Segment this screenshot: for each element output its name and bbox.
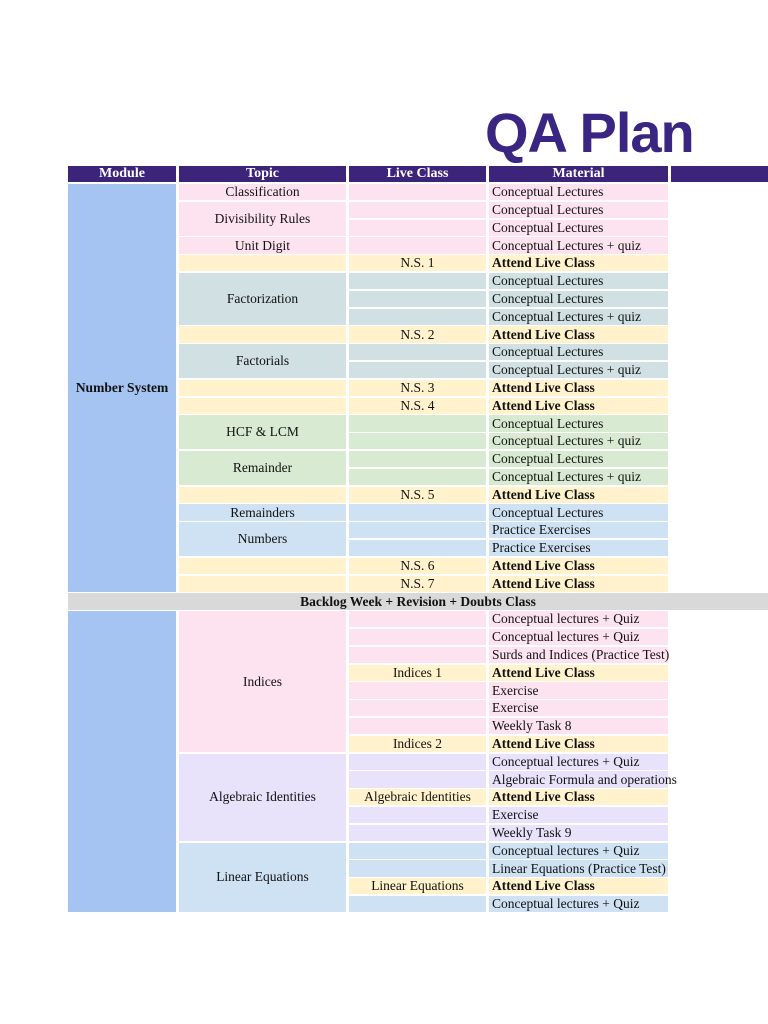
material-cell: Attend Live Class (489, 398, 668, 414)
live-class-cell (349, 451, 486, 467)
live-class-cell: N.S. 3 (349, 380, 486, 396)
material-cell: Exercise (489, 700, 668, 716)
material-cell: Attend Live Class (489, 576, 668, 592)
header-topic: Topic (179, 166, 346, 182)
topic-cell (179, 255, 346, 271)
material-cell: Weekly Task 9 (489, 825, 668, 841)
material-cell: Attend Live Class (489, 326, 668, 342)
topic-cell (179, 487, 346, 503)
live-class-cell (349, 647, 486, 663)
live-class-cell: N.S. 2 (349, 326, 486, 342)
live-class-cell (349, 469, 486, 485)
material-cell: Exercise (489, 807, 668, 823)
material-cell: Conceptual Lectures + quiz (489, 237, 668, 253)
topic-cell (179, 558, 346, 574)
material-cell: Attend Live Class (489, 665, 668, 681)
topic-cell: Unit Digit (179, 237, 346, 253)
material-cell: Surds and Indices (Practice Test) (489, 647, 668, 663)
live-class-cell: Algebraic Identities (349, 789, 486, 805)
live-class-cell (349, 202, 486, 218)
topic-cell: Indices (179, 611, 346, 752)
live-class-cell (349, 522, 486, 538)
material-cell: Conceptual Lectures (489, 344, 668, 360)
live-class-cell: N.S. 6 (349, 558, 486, 574)
header-live-class: Live Class (349, 166, 486, 182)
header-module: Module (68, 166, 176, 182)
live-class-cell (349, 504, 486, 520)
live-class-cell (349, 682, 486, 698)
material-cell: Conceptual lectures + Quiz (489, 611, 668, 627)
material-cell: Attend Live Class (489, 255, 668, 271)
live-class-cell: N.S. 1 (349, 255, 486, 271)
page-title: QA Plan (485, 101, 694, 164)
material-cell: Conceptual Lectures + quiz (489, 309, 668, 325)
live-class-cell: Indices 1 (349, 665, 486, 681)
material-cell: Attend Live Class (489, 487, 668, 503)
material-cell: Conceptual lectures + Quiz (489, 629, 668, 645)
live-class-cell: N.S. 4 (349, 398, 486, 414)
topic-cell: Classification (179, 184, 346, 200)
material-cell: Conceptual lectures + Quiz (489, 896, 668, 912)
header-material: Material (489, 166, 668, 182)
live-class-cell (349, 825, 486, 841)
topic-cell: HCF & LCM (179, 415, 346, 449)
topic-cell: Divisibility Rules (179, 202, 346, 236)
live-class-cell: Indices 2 (349, 736, 486, 752)
live-class-cell (349, 291, 486, 307)
live-class-cell (349, 629, 486, 645)
material-cell: Conceptual Lectures (489, 220, 668, 236)
live-class-cell (349, 220, 486, 236)
material-cell: Exercise (489, 682, 668, 698)
material-cell: Attend Live Class (489, 380, 668, 396)
material-cell: Conceptual Lectures (489, 202, 668, 218)
material-cell: Algebraic Formula and operations (489, 771, 668, 787)
live-class-cell (349, 860, 486, 876)
live-class-cell (349, 896, 486, 912)
material-cell: Conceptual Lectures + quiz (489, 433, 668, 449)
live-class-cell (349, 344, 486, 360)
material-cell: Conceptual Lectures (489, 504, 668, 520)
topic-cell: Factorization (179, 273, 346, 325)
live-class-cell (349, 754, 486, 770)
material-cell: Conceptual lectures + Quiz (489, 843, 668, 859)
live-class-cell: Linear Equations (349, 878, 486, 894)
live-class-cell: N.S. 7 (349, 576, 486, 592)
live-class-cell: N.S. 5 (349, 487, 486, 503)
topic-cell: Remainders (179, 504, 346, 520)
material-cell: Conceptual Lectures (489, 273, 668, 289)
topic-cell (179, 326, 346, 342)
live-class-cell (349, 843, 486, 859)
live-class-cell (349, 415, 486, 431)
material-cell: Linear Equations (Practice Test) (489, 860, 668, 876)
material-cell: Attend Live Class (489, 789, 668, 805)
topic-cell (179, 380, 346, 396)
topic-cell (179, 398, 346, 414)
live-class-cell (349, 771, 486, 787)
material-cell: Practice Exercises (489, 522, 668, 538)
material-cell: Attend Live Class (489, 736, 668, 752)
material-cell: Conceptual Lectures + quiz (489, 362, 668, 378)
topic-cell: Linear Equations (179, 843, 346, 913)
material-cell: Conceptual Lectures (489, 415, 668, 431)
live-class-cell (349, 273, 486, 289)
topic-cell: Numbers (179, 522, 346, 556)
backlog-band-row: Backlog Week + Revision + Doubts Class (68, 593, 768, 609)
material-cell: Conceptual Lectures (489, 451, 668, 467)
live-class-cell (349, 718, 486, 734)
material-cell: Weekly Task 8 (489, 718, 668, 734)
material-cell: Attend Live Class (489, 878, 668, 894)
live-class-cell (349, 700, 486, 716)
topic-cell (179, 576, 346, 592)
live-class-cell (349, 184, 486, 200)
live-class-cell (349, 433, 486, 449)
live-class-cell (349, 309, 486, 325)
live-class-cell (349, 540, 486, 556)
material-cell: Practice Exercises (489, 540, 668, 556)
live-class-cell (349, 611, 486, 627)
live-class-cell (349, 237, 486, 253)
live-class-cell (349, 807, 486, 823)
topic-cell: Factorials (179, 344, 346, 378)
topic-cell: Remainder (179, 451, 346, 485)
material-cell: Conceptual Lectures + quiz (489, 469, 668, 485)
material-cell: Conceptual Lectures (489, 291, 668, 307)
module-cell (68, 611, 176, 912)
header-extension (671, 166, 768, 182)
module-cell: Number System (68, 184, 176, 592)
live-class-cell (349, 362, 486, 378)
material-cell: Attend Live Class (489, 558, 668, 574)
material-cell: Conceptual Lectures (489, 184, 668, 200)
topic-cell: Algebraic Identities (179, 754, 346, 842)
material-cell: Conceptual lectures + Quiz (489, 754, 668, 770)
